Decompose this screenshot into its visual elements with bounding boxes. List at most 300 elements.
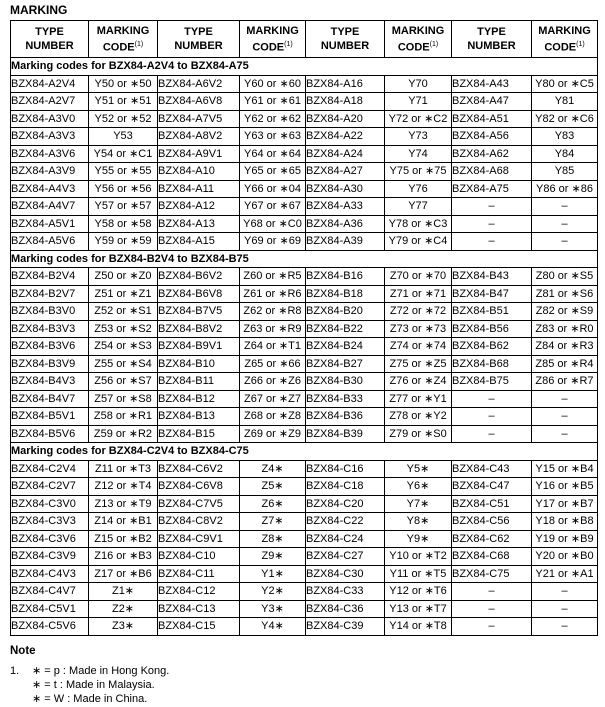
type-number-cell: BZX84-A3V9	[11, 163, 89, 181]
type-number-cell: BZX84-B36	[306, 408, 385, 426]
type-number-cell: BZX84-C6V2	[158, 460, 240, 478]
marking-code-cell: Y62 or ∗62	[240, 110, 306, 128]
footnote-ref: (1)	[576, 40, 585, 48]
marking-code-cell: Z82 or ∗S9	[532, 303, 598, 321]
type-number-cell: BZX84-A2V7	[11, 93, 89, 111]
type-number-cell: BZX84-A27	[306, 163, 385, 181]
type-number-cell: BZX84-B8V2	[158, 320, 240, 338]
marking-code-cell: Z62 or ∗R8	[240, 303, 306, 321]
type-number-cell: BZX84-B4V3	[11, 373, 89, 391]
marking-code-cell: Z69 or ∗Z9	[240, 425, 306, 443]
marking-code-cell: Y12 or ∗T6	[385, 583, 452, 601]
type-number-cell: BZX84-C3V9	[11, 548, 89, 566]
type-number-cell: BZX84-C47	[452, 478, 532, 496]
marking-code-cell: Z12 or ∗T4	[89, 478, 158, 496]
marking-code-cell: Y55 or ∗55	[89, 163, 158, 181]
type-number-cell: BZX84-C51	[452, 495, 532, 513]
marking-code-cell: Y51 or ∗51	[89, 93, 158, 111]
marking-code-cell: Y50 or ∗50	[89, 75, 158, 93]
marking-code-cell: Y57 or ∗57	[89, 198, 158, 216]
table-row	[11, 478, 598, 496]
marking-code-cell: Z55 or ∗S4	[89, 355, 158, 373]
marking-code-cell: Y21 or ∗A1	[532, 565, 598, 583]
type-number-header	[452, 21, 532, 58]
type-number-cell: BZX84-A8V2	[158, 128, 240, 146]
type-number-cell: –	[452, 600, 532, 618]
type-number-cell: BZX84-B2V7	[11, 285, 89, 303]
marking-code-header	[385, 21, 452, 58]
type-number-cell: BZX84-A51	[452, 110, 532, 128]
marking-code-cell: Y84	[532, 145, 598, 163]
type-number-cell: BZX84-A36	[306, 215, 385, 233]
table-row	[11, 268, 598, 286]
marking-code-cell: Y74	[385, 145, 452, 163]
marking-code-cell: Z81 or ∗S6	[532, 285, 598, 303]
type-number-cell: BZX84-C16	[306, 460, 385, 478]
type-number-cell: BZX84-C6V8	[158, 478, 240, 496]
marking-code-cell: Y19 or ∗B9	[532, 530, 598, 548]
type-number-cell: BZX84-B27	[306, 355, 385, 373]
type-number-cell: BZX84-A2V4	[11, 75, 89, 93]
footnote-ref: (1)	[284, 40, 293, 48]
marking-code-cell: Y3∗	[240, 600, 306, 618]
type-number-cell: BZX84-C68	[452, 548, 532, 566]
table-row	[11, 285, 598, 303]
table-row	[11, 215, 598, 233]
marking-code-cell: Z73 or ∗73	[385, 320, 452, 338]
header-label: MARKING CODE	[538, 24, 591, 54]
marking-code-cell: Z85 or ∗R4	[532, 355, 598, 373]
type-number-cell: BZX84-A16	[306, 75, 385, 93]
type-number-cell: BZX84-C33	[306, 583, 385, 601]
type-number-cell: BZX84-B24	[306, 338, 385, 356]
marking-code-cell: Y52 or ∗52	[89, 110, 158, 128]
type-number-cell: BZX84-A3V6	[11, 145, 89, 163]
marking-code-cell: Y76	[385, 180, 452, 198]
marking-code-cell: Z5∗	[240, 478, 306, 496]
marking-code-cell: Y10 or ∗T2	[385, 548, 452, 566]
type-number-cell: BZX84-A7V5	[158, 110, 240, 128]
marking-code-cell: Z61 or ∗R6	[240, 285, 306, 303]
type-number-cell: BZX84-C24	[306, 530, 385, 548]
type-number-cell: BZX84-C5V6	[11, 618, 89, 636]
type-number-cell: BZX84-B4V7	[11, 390, 89, 408]
type-number-cell: BZX84-A3V0	[11, 110, 89, 128]
type-number-cell: BZX84-A47	[452, 93, 532, 111]
type-number-cell: BZX84-B33	[306, 390, 385, 408]
type-number-cell: BZX84-C36	[306, 600, 385, 618]
type-number-cell: BZX84-C11	[158, 565, 240, 583]
marking-code-cell: Z15 or ∗B2	[89, 530, 158, 548]
marking-code-cell: Y56 or ∗56	[89, 180, 158, 198]
marking-code-cell: Y15 or ∗B4	[532, 460, 598, 478]
table-row	[11, 355, 598, 373]
type-number-cell: BZX84-B62	[452, 338, 532, 356]
type-number-cell: BZX84-B39	[306, 425, 385, 443]
marking-code-cell: –	[532, 215, 598, 233]
type-number-cell: BZX84-C15	[158, 618, 240, 636]
marking-code-cell: Y2∗	[240, 583, 306, 601]
marking-code-cell: Z56 or ∗S7	[89, 373, 158, 391]
type-number-cell: BZX84-B12	[158, 390, 240, 408]
marking-code-cell: Y7∗	[385, 495, 452, 513]
marking-code-cell: Y83	[532, 128, 598, 146]
type-number-cell: BZX84-A6V2	[158, 75, 240, 93]
marking-code-cell: Y11 or ∗T5	[385, 565, 452, 583]
marking-code-cell: Y85	[532, 163, 598, 181]
note-number: 1.	[10, 665, 20, 677]
marking-code-cell: Y70	[385, 75, 452, 93]
type-number-cell: BZX84-A24	[306, 145, 385, 163]
type-number-cell: BZX84-A75	[452, 180, 532, 198]
type-number-cell: BZX84-C2V7	[11, 478, 89, 496]
marking-code-cell: Z14 or ∗B1	[89, 513, 158, 531]
marking-code-header	[532, 21, 598, 58]
type-number-cell: BZX84-B6V8	[158, 285, 240, 303]
note-heading: Note	[10, 645, 36, 657]
footnote-ref: (1)	[429, 40, 439, 48]
type-number-cell: BZX84-B30	[306, 373, 385, 391]
type-number-cell: BZX84-B3V0	[11, 303, 89, 321]
type-number-cell: BZX84-C56	[452, 513, 532, 531]
type-number-cell: BZX84-C3V0	[11, 495, 89, 513]
marking-code-cell: Z53 or ∗S2	[89, 320, 158, 338]
type-number-cell: BZX84-B75	[452, 373, 532, 391]
type-number-cell: –	[452, 198, 532, 216]
type-number-cell: BZX84-C5V1	[11, 600, 89, 618]
header-label: TYPE NUMBER	[25, 26, 74, 52]
type-number-cell: BZX84-C27	[306, 548, 385, 566]
marking-code-cell: Z11 or ∗T3	[89, 460, 158, 478]
type-number-cell: BZX84-A30	[306, 180, 385, 198]
type-number-cell: BZX84-A10	[158, 163, 240, 181]
marking-code-cell: Y20 or ∗B0	[532, 548, 598, 566]
table-row	[11, 600, 598, 618]
marking-code-cell: Y16 or ∗B5	[532, 478, 598, 496]
marking-code-cell: Z63 or ∗R9	[240, 320, 306, 338]
type-number-cell: BZX84-B20	[306, 303, 385, 321]
type-number-cell: BZX84-C30	[306, 565, 385, 583]
marking-code-cell: Z54 or ∗S3	[89, 338, 158, 356]
type-number-cell: BZX84-A13	[158, 215, 240, 233]
type-number-cell: BZX84-B10	[158, 355, 240, 373]
type-number-cell: BZX84-A43	[452, 75, 532, 93]
type-number-cell: BZX84-A68	[452, 163, 532, 181]
header-label: MARKING CODE	[96, 24, 150, 54]
marking-code-cell: Y72 or ∗C2	[385, 110, 452, 128]
marking-code-cell: Y5∗	[385, 460, 452, 478]
type-number-cell: BZX84-A18	[306, 93, 385, 111]
marking-code-cell: –	[532, 618, 598, 636]
marking-code-cell: Y60 or ∗60	[240, 75, 306, 93]
marking-code-cell: Z78 or ∗Y2	[385, 408, 452, 426]
type-number-cell: BZX84-B56	[452, 320, 532, 338]
marking-code-header	[89, 21, 158, 58]
table-row	[11, 583, 598, 601]
type-number-cell: BZX84-A12	[158, 198, 240, 216]
marking-code-cell: Z72 or ∗72	[385, 303, 452, 321]
header-label: TYPE NUMBER	[320, 26, 370, 52]
type-number-cell: BZX84-C12	[158, 583, 240, 601]
type-number-cell: BZX84-A5V6	[11, 233, 89, 251]
table-row	[11, 145, 598, 163]
type-number-cell: BZX84-B18	[306, 285, 385, 303]
type-number-cell: BZX84-C4V7	[11, 583, 89, 601]
type-number-cell: BZX84-A4V7	[11, 198, 89, 216]
type-number-cell: BZX84-B5V1	[11, 408, 89, 426]
marking-code-cell: Z67 or ∗Z7	[240, 390, 306, 408]
marking-code-cell: Z83 or ∗R0	[532, 320, 598, 338]
marking-code-cell: Y18 or ∗B8	[532, 513, 598, 531]
section-header-row	[11, 58, 598, 76]
type-number-cell: BZX84-B2V4	[11, 268, 89, 286]
marking-code-cell: Y79 or ∗C4	[385, 233, 452, 251]
table-row	[11, 110, 598, 128]
type-number-cell: BZX84-C3V3	[11, 513, 89, 531]
table-row	[11, 548, 598, 566]
table-row	[11, 530, 598, 548]
marking-code-cell: Y6∗	[385, 478, 452, 496]
marking-code-cell: Z7∗	[240, 513, 306, 531]
marking-code-cell: Z50 or ∗Z0	[89, 268, 158, 286]
note-item	[10, 664, 169, 678]
marking-code-cell: –	[532, 425, 598, 443]
marking-code-cell: Y9∗	[385, 530, 452, 548]
marking-code-cell: Y78 or ∗C3	[385, 215, 452, 233]
type-number-cell: BZX84-B3V6	[11, 338, 89, 356]
footnote-ref: (1)	[134, 40, 144, 48]
type-number-cell: BZX84-C7V5	[158, 495, 240, 513]
header-label: MARKING CODE	[246, 24, 299, 54]
type-number-cell: BZX84-C10	[158, 548, 240, 566]
type-number-cell: BZX84-C8V2	[158, 513, 240, 531]
table-row	[11, 128, 598, 146]
table-row	[11, 198, 598, 216]
table-row	[11, 618, 598, 636]
type-number-cell: BZX84-C39	[306, 618, 385, 636]
type-number-header	[158, 21, 240, 58]
section-header: Marking codes for BZX84-C2V4 to BZX84-C75	[11, 443, 598, 461]
type-number-cell: BZX84-C18	[306, 478, 385, 496]
type-number-cell: BZX84-C9V1	[158, 530, 240, 548]
marking-code-cell: Y82 or ∗C6	[532, 110, 598, 128]
marking-code-cell: Z86 or ∗R7	[532, 373, 598, 391]
marking-code-cell: Z9∗	[240, 548, 306, 566]
table-row	[11, 303, 598, 321]
marking-code-cell: Z4∗	[240, 460, 306, 478]
type-number-cell: BZX84-C13	[158, 600, 240, 618]
type-number-cell: BZX84-A33	[306, 198, 385, 216]
table-row	[11, 75, 598, 93]
note-line: ∗ = p : Made in Hong Kong.	[32, 665, 170, 677]
section-header-row	[11, 443, 598, 461]
header-label: MARKING CODE	[391, 24, 445, 54]
marking-code-cell: Y68 or ∗C0	[240, 215, 306, 233]
marking-code-cell: –	[532, 600, 598, 618]
type-number-cell: BZX84-B3V3	[11, 320, 89, 338]
marking-code-cell: Z84 or ∗R3	[532, 338, 598, 356]
marking-code-cell: Z58 or ∗R1	[89, 408, 158, 426]
type-number-cell: BZX84-B22	[306, 320, 385, 338]
type-number-cell: BZX84-A62	[452, 145, 532, 163]
marking-code-cell: Y17 or ∗B7	[532, 495, 598, 513]
type-number-cell: BZX84-B13	[158, 408, 240, 426]
type-number-cell: BZX84-A22	[306, 128, 385, 146]
type-number-cell: –	[452, 390, 532, 408]
type-number-cell: BZX84-B43	[452, 268, 532, 286]
marking-code-cell: Y53	[89, 128, 158, 146]
marking-code-cell: –	[532, 233, 598, 251]
type-number-cell: BZX84-C4V3	[11, 565, 89, 583]
type-number-header	[306, 21, 385, 58]
type-number-cell: BZX84-B51	[452, 303, 532, 321]
marking-code-cell: Z68 or ∗Z8	[240, 408, 306, 426]
table-row	[11, 163, 598, 181]
marking-code-cell: Z71 or ∗71	[385, 285, 452, 303]
marking-code-cell: Z79 or ∗S0	[385, 425, 452, 443]
marking-code-cell: Y14 or ∗T8	[385, 618, 452, 636]
type-number-cell: –	[452, 583, 532, 601]
section-header: Marking codes for BZX84-A2V4 to BZX84-A75	[11, 58, 598, 76]
marking-code-cell: Z51 or ∗Z1	[89, 285, 158, 303]
marking-code-cell: Z76 or ∗Z4	[385, 373, 452, 391]
table-row	[11, 513, 598, 531]
table-row	[11, 373, 598, 391]
marking-code-cell: Z3∗	[89, 618, 158, 636]
type-number-cell: BZX84-B47	[452, 285, 532, 303]
marking-code-cell: Z70 or ∗70	[385, 268, 452, 286]
header-label: TYPE NUMBER	[174, 26, 223, 52]
table-row	[11, 320, 598, 338]
marking-code-cell: –	[532, 583, 598, 601]
type-number-cell: BZX84-B16	[306, 268, 385, 286]
type-number-cell: BZX84-C62	[452, 530, 532, 548]
marking-code-cell: Z17 or ∗B6	[89, 565, 158, 583]
table-row	[11, 233, 598, 251]
marking-code-cell: Z64 or ∗T1	[240, 338, 306, 356]
marking-code-cell: –	[532, 198, 598, 216]
table-row	[11, 338, 598, 356]
marking-code-cell: Y8∗	[385, 513, 452, 531]
marking-code-cell: Z13 or ∗T9	[89, 495, 158, 513]
marking-code-cell: Y1∗	[240, 565, 306, 583]
type-number-cell: BZX84-C43	[452, 460, 532, 478]
table-header-row	[11, 21, 598, 58]
marking-code-cell: –	[532, 408, 598, 426]
table-row	[11, 495, 598, 513]
type-number-cell: BZX84-B15	[158, 425, 240, 443]
type-number-cell: –	[452, 408, 532, 426]
table-row	[11, 460, 598, 478]
marking-code-cell: Y4∗	[240, 618, 306, 636]
section-header-row	[11, 250, 598, 268]
marking-code-cell: –	[532, 390, 598, 408]
type-number-cell: –	[452, 233, 532, 251]
marking-code-cell: Z75 or ∗Z5	[385, 355, 452, 373]
type-number-cell: BZX84-A20	[306, 110, 385, 128]
type-number-cell: BZX84-A5V1	[11, 215, 89, 233]
marking-code-cell: Z77 or ∗Y1	[385, 390, 452, 408]
type-number-cell: BZX84-A15	[158, 233, 240, 251]
marking-code-cell: Z74 or ∗74	[385, 338, 452, 356]
table-row	[11, 565, 598, 583]
marking-code-cell: Z52 or ∗S1	[89, 303, 158, 321]
section-title: MARKING	[10, 3, 68, 17]
type-number-cell: BZX84-B5V6	[11, 425, 89, 443]
type-number-cell: BZX84-A6V8	[158, 93, 240, 111]
type-number-cell: BZX84-C22	[306, 513, 385, 531]
type-number-cell: BZX84-B6V2	[158, 268, 240, 286]
type-number-cell: BZX84-C75	[452, 565, 532, 583]
type-number-cell: BZX84-B7V5	[158, 303, 240, 321]
table-row	[11, 425, 598, 443]
marking-code-cell: Y77	[385, 198, 452, 216]
marking-code-cell: Y73	[385, 128, 452, 146]
marking-code-cell: Z6∗	[240, 495, 306, 513]
marking-codes-table	[10, 20, 598, 636]
marking-code-cell: Z1∗	[89, 583, 158, 601]
marking-code-cell: Z65 or ∗66	[240, 355, 306, 373]
type-number-cell: –	[452, 425, 532, 443]
type-number-header	[11, 21, 89, 58]
type-number-cell: BZX84-C2V4	[11, 460, 89, 478]
marking-code-cell: Y69 or ∗69	[240, 233, 306, 251]
type-number-cell: –	[452, 215, 532, 233]
marking-code-cell: Z16 or ∗B3	[89, 548, 158, 566]
marking-code-cell: Z57 or ∗S8	[89, 390, 158, 408]
type-number-cell: BZX84-B9V1	[158, 338, 240, 356]
marking-code-cell: Z60 or ∗R5	[240, 268, 306, 286]
marking-code-cell: Y63 or ∗63	[240, 128, 306, 146]
type-number-cell: BZX84-B3V9	[11, 355, 89, 373]
marking-code-cell: Z2∗	[89, 600, 158, 618]
note-list	[10, 664, 169, 706]
marking-code-cell: Y81	[532, 93, 598, 111]
section-header: Marking codes for BZX84-B2V4 to BZX84-B75	[11, 250, 598, 268]
marking-code-cell: Y13 or ∗T7	[385, 600, 452, 618]
type-number-cell: BZX84-C3V6	[11, 530, 89, 548]
marking-code-cell: Y71	[385, 93, 452, 111]
marking-code-header	[240, 21, 306, 58]
type-number-cell: BZX84-A39	[306, 233, 385, 251]
type-number-cell: BZX84-A56	[452, 128, 532, 146]
marking-code-cell: Y58 or ∗58	[89, 215, 158, 233]
marking-code-cell: Z8∗	[240, 530, 306, 548]
marking-code-cell: Z66 or ∗Z6	[240, 373, 306, 391]
type-number-cell: BZX84-B68	[452, 355, 532, 373]
marking-code-cell: Y75 or ∗75	[385, 163, 452, 181]
marking-code-cell: Y80 or ∗C5	[532, 75, 598, 93]
marking-code-cell: Y66 or ∗04	[240, 180, 306, 198]
note-line: ∗ = W : Made in China.	[32, 693, 148, 705]
type-number-cell: –	[452, 618, 532, 636]
header-label: TYPE NUMBER	[467, 26, 516, 52]
marking-code-cell: Z59 or ∗R2	[89, 425, 158, 443]
marking-code-cell: Y61 or ∗61	[240, 93, 306, 111]
type-number-cell: BZX84-B11	[158, 373, 240, 391]
type-number-cell: BZX84-A9V1	[158, 145, 240, 163]
table-row	[11, 408, 598, 426]
marking-code-cell: Y54 or ∗C1	[89, 145, 158, 163]
type-number-cell: BZX84-A11	[158, 180, 240, 198]
marking-code-cell: Y65 or ∗65	[240, 163, 306, 181]
table-row	[11, 180, 598, 198]
table-body	[11, 58, 598, 636]
marking-code-cell: Z80 or ∗S5	[532, 268, 598, 286]
marking-code-cell: Y64 or ∗64	[240, 145, 306, 163]
note-line: ∗ = t : Made in Malaysia.	[32, 679, 155, 691]
marking-code-cell: Y59 or ∗59	[89, 233, 158, 251]
